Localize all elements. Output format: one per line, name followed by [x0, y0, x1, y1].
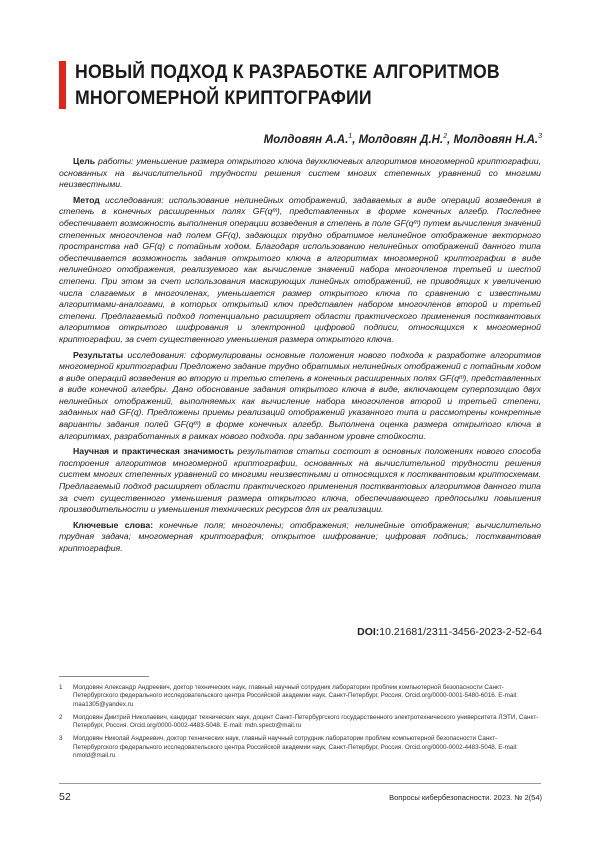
- author-ref: 1: [348, 133, 353, 140]
- abstract-goal-text: работы: уменьшение размера открытого ключа двухключевых алгоритмов многомерной криптографии, основанных на вычислительной трудности решения систем многих степенных уравнений со многими неизвестными.: [59, 156, 541, 190]
- abstract-method-text: исследования: использование нелинейных отображений, задаваемых в виде операций возведения в степень в конечных расширенных полях GF(qᵐ), представленных в форме конечных алгебр. Последнее обеспечивает возможность выполнения операции возведения в степень в поле GF(qᵐ) путем вычисления значений степенных многочленов над полем GF(q), задающих трудно обратимое нелинейное отображение векторного пространства над GF(q) с потайным ходом. Благодаря использованию нелинейных отображений данного типа обеспечивается возможность задания открытого ключа в алгоритмах многомерной криптографии в виде нелинейного отображения, реализуемого как вычисление значений набора многочленов третьей и шестой степени. При этом за счет использования маскирующих линейных отображений, не приводящих к увеличению числа слагаемых в многочленах, уменьшается размер открытого ключа по сравнению с известными алгоритмами-аналогами, в которых открытый ключ представлен набором многочленов второй и третьей степени. Предлагаемый подход потенциально расширяет области практического применения постквантовых алгоритмов открытого шифрования и электронной цифровой подписи, относящихся к многомерной криптографии, за счет существенного уменьшения размера открытого ключа.: [59, 194, 541, 344]
- footer-divider: [59, 783, 541, 784]
- abstract-significance: [59, 446, 541, 516]
- abstract-significance-text: результатов статьи состоит в основных положениях нового способа построения алгоритмов многомерной криптографии, основанных на вычислительной трудности решения систем многих степенных уравнений со многими неизвестными и относящихся к постквантовым криптосхемам. Предлагаемый подход расширяет области практического применения постквантовых алгоритмов данного типа за счет существенного уменьшения размера открытого ключа, обеспечивающего предпосылки повышения производительности и уменьшения технических ресурсов для их реализации.: [59, 446, 541, 515]
- doi-link[interactable]: 10.21681/2311-3456-2023-2-52-64: [379, 626, 542, 638]
- author-name: Молдовян А.А.: [263, 133, 349, 146]
- footnote-number: 3: [59, 735, 63, 743]
- footnote-text: Молдовян Александр Андреевич, доктор технических наук, главный научный сотрудник лаборатории проблем компьютерной безопасности Санкт-Петербургского федерального исследовательского центра Российской академии наук, Санкт-Петербург, Россия. Orcid.org/0000-0001-5480-6016. E-mail: maa1305@yandex.ru: [73, 684, 518, 708]
- abstract-results-lead: Результаты: [73, 349, 124, 360]
- abstract-method-lead: Метод: [73, 194, 100, 205]
- footnote: [59, 714, 541, 731]
- footnotes: [59, 684, 541, 765]
- abstract-method: [59, 195, 541, 346]
- footnote-text: Молдовян Дмитрий Николаевич, кандидат технических наук, доцент Санкт-Петербургского государственного электротехнического университета ЛЭТИ, Санкт-Петербург, Россия. Orcid.org/0000-0002-4483-5048. E-mail: mdn.spectr@mail.ru: [73, 713, 539, 730]
- author-ref: 2: [443, 133, 448, 140]
- title-accent-bar: [59, 61, 66, 109]
- footnote-divider: [59, 676, 149, 677]
- page-number: 52: [59, 791, 71, 803]
- author-name: Молдовян Н.А.: [453, 133, 539, 146]
- footnote-number: 1: [59, 684, 63, 691]
- footnote-number: 2: [59, 713, 63, 721]
- abstract-significance-lead: Научная и практическая значимость: [73, 446, 234, 457]
- abstract-keywords-lead: Ключевые слова:: [73, 519, 154, 530]
- abstract-goal-lead: Цель: [73, 156, 96, 166]
- journal-name: Вопросы кибербезопасности. 2023. № 2(54): [389, 793, 542, 802]
- abstract-keywords: [59, 520, 541, 555]
- footnote: [59, 684, 541, 709]
- abstract: [59, 156, 541, 559]
- footnote-text: Молдовян Николай Андреевич, доктор технических наук, главный научный сотрудник лаборатории проблем компьютерной безопасности Санкт-Петербургского федерального исследовательского центра Российской академии наук, Санкт-Петербург, Россия. Orcid.org/0000-0002-4483-5048. E-mail: nmold@mail.ru: [73, 735, 518, 760]
- abstract-results: [59, 350, 541, 443]
- abstract-goal: [59, 156, 541, 191]
- article-title: НОВЫЙ ПОДХОД К РАЗРАБОТКЕ АЛГОРИТМОВ МНОГОМЕРНОЙ КРИПТОГРАФИИ: [75, 62, 500, 109]
- abstract-results-text: исследования: сформулированы основные положения нового подхода к разработке алгоритмов многомерной криптографии Предложено задание трудно обратимых нелинейных отображений с потайным ходом в виде операций возведения во вторую и третью степень в конечных расширенных полях GF(qᵐ), представленных в виде конечной алгебры. Дано обоснование задания открытого ключа в виде, включающем суперпозицию двух нелинейных отображений, выполняемых как вычисление набора многочленов второй и третьей степени, заданных над GF(q). Предложены приемы реализаций отображений указанного типа и рассмотрены конкретные варианты задания полей GF(qᵐ) в форме конечных алгебр. Выполнена оценка размера открытого ключа в алгоритмах, разработанных в рамках нового подхода. при заданном уровне стойкости.: [59, 349, 541, 441]
- author-list: Молдовян А.А.$^1$, Молдовян Д.Н.$^2$, Молдовян Н.А.$^3$: [263, 133, 542, 146]
- doi: [357, 626, 542, 638]
- author-name: Молдовян Д.Н.: [358, 133, 444, 146]
- abstract-keywords-text: конечные поля; многочлены; отображения; нелинейные отображения; вычислительно трудная задача; многомерная криптография; открытое шифрование; цифровая подпись; постквантовая криптография.: [59, 519, 541, 553]
- footnote: [59, 735, 541, 760]
- author-ref: 3: [538, 133, 542, 140]
- doi-label: DOI:: [357, 626, 380, 638]
